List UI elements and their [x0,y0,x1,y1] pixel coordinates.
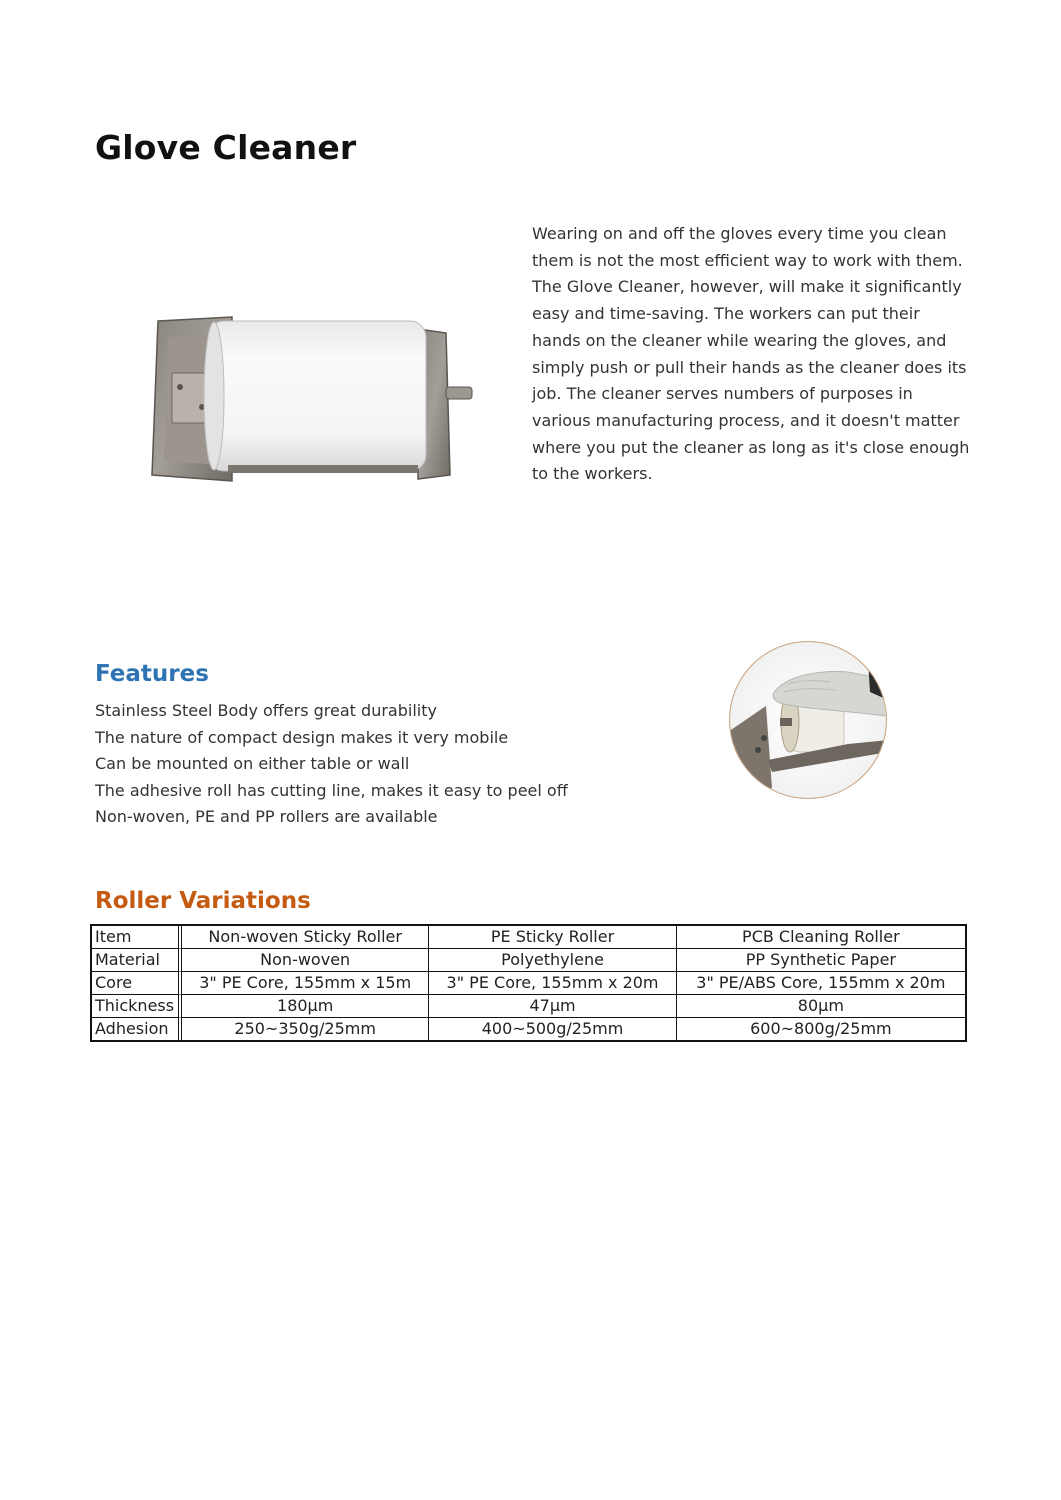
table-cell: 3" PE Core, 155mm x 15m [182,972,429,995]
table-cell: Non-woven Sticky Roller [182,926,429,949]
table-row [92,926,965,949]
table-cell: 250~350g/25mm [182,1018,429,1040]
table-row [92,995,965,1018]
row-label: Adhesion [92,1018,182,1040]
table-cell: 3" PE/ABS Core, 155mm x 20m [677,972,965,995]
row-label: Thickness [92,995,182,1018]
roller-variations-heading: Roller Variations [95,888,311,914]
table-cell: 80μm [677,995,965,1018]
features-heading: Features [95,661,209,687]
table-row [92,972,965,995]
feature-item: Stainless Steel Body offers great durability [95,701,437,720]
roller-variations-table [90,924,967,1042]
row-label: Core [92,972,182,995]
product-description: Wearing on and off the gloves every time you clean them is not the most efficient way to work with them. The Glove Cleaner, however, will make it significantly easy and time-saving. The workers can put their hands on the cleaner while wearing the gloves, and simply push or pull their hands as the cleaner does its job. The cleaner serves numbers of purposes in various manufacturing process, and it doesn't matter where you put the cleaner as long as it's close enough to the workers. [532,224,970,484]
feature-item: The adhesive roll has cutting line, makes it easy to peel off [95,780,568,800]
features-list [95,698,568,831]
glove-cleaner-product-image [150,315,480,485]
table-cell: 47μm [429,995,676,1018]
table-cell: 400~500g/25mm [429,1018,676,1040]
table-cell: 3" PE Core, 155mm x 20m [429,972,676,995]
table-cell: 600~800g/25mm [750,1019,892,1038]
row-label: Item [92,926,182,949]
glove-cleaner-usage-photo [728,640,888,800]
table-cell: Polyethylene [429,949,676,972]
table-cell: PCB Cleaning Roller [677,926,965,949]
feature-item: Non-woven, PE and PP rollers are available [95,807,438,827]
page-title: Glove Cleaner [95,128,357,167]
table-row [92,1018,965,1040]
table-cell: Non-woven [182,949,429,972]
table-cell: PP Synthetic Paper [677,949,965,972]
table-cell: 180μm [182,995,429,1018]
row-label: Material [92,949,182,972]
table-cell: PE Sticky Roller [429,926,676,949]
feature-item: The nature of compact design makes it very mobile [95,727,509,747]
table-row [92,949,965,972]
feature-item: Can be mounted on either table or wall [95,754,410,774]
